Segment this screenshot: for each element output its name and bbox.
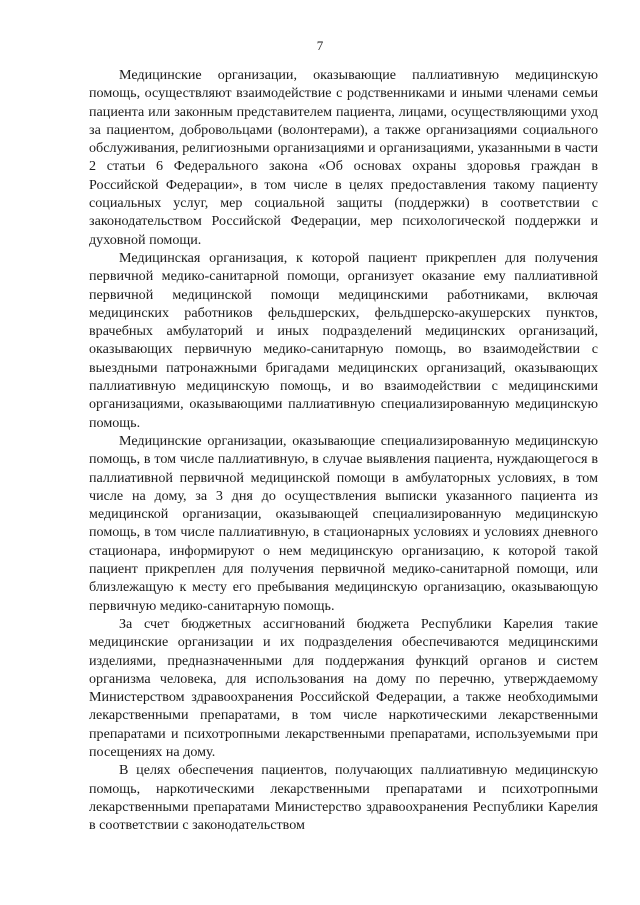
paragraph-primary-care-organization: Медицинская организация, к которой пациент прикреплен для получения первичной медико-санитарной помощи, организует оказание ему паллиативной первичной медицинской помощи медицинскими работниками, включая медицинских работников фельдшерских, фельдшерско-акушерских пунктов, врачебных амбулаторий и иных подразделений медицинских организаций, оказывающих первичную медико-санитарную помощь, во взаимодействии с выездными патронажными бригадами медицинских организаций, оказывающих паллиативную медицинскую помощь, и во взаимодействии с медицинскими организациями, оказывающими паллиативную специализированную медицинскую помощь. [89, 249, 598, 431]
paragraph-budget-funding: За счет бюджетных ассигнований бюджета Республики Карелия такие медицинские организации и их подразделения обеспечиваются медицинскими изделиями, предназначенными для поддержания функций органов и систем организма человека, для использования на дому по перечню, утверждаемому Министерством здравоохранения Российской Федерации, а также необходимыми лекарственными препаратами, в том числе наркотическими лекарственными препаратами и психотропными лекарственными препаратами, используемыми при посещениях на дому. [89, 615, 598, 760]
paragraph-interaction-with-relatives: Медицинские организации, оказывающие паллиативную медицинскую помощь, осуществляют взаимодействие с родственниками и иными членами семьи пациента или законным представителем пациента, лицами, осуществляющими уход за пациентом, добровольцами (волонтерами), а также организациями социального обслуживания, религиозными организациями и организациями, указанными в части 2 статьи 6 Федерального закона «Об основах охраны здоровья граждан в Российской Федерации», в том числе в целях предоставления такому пациенту социальных услуг, мер социальной защиты (поддержки) в соответствии с законодательством Российской Федерации, мер психологической поддержки и духовной помощи. [89, 67, 598, 248]
paragraph-specialized-care-notification: Медицинские организации, оказывающие специализированную медицинскую помощь, в том числе паллиативную, в случае выявления пациента, нуждающегося в паллиативной первичной медицинской помощи в амбулаторных условиях, в том числе на дому, за 3 дня до осуществления выписки указанного пациента из медицинской организации, оказывающей специализированную медицинскую помощь, в том числе паллиативную, в стационарных условиях и условиях дневного стационара, информируют о нем медицинскую организацию, к которой такой пациент прикреплен для получения первичной медико-санитарной помощи, или близлежащую к месту его пребывания медицинскую организацию, оказывающую первичную медико-санитарную помощь. [89, 432, 598, 614]
page-number: 7 [316, 38, 324, 53]
document-body [89, 66, 598, 834]
paragraph-narcotic-provision: В целях обеспечения пациентов, получающих паллиативную медицинскую помощь, наркотическими лекарственными препаратами и психотропными лекарственными препаратами Министерство здравоохранения Республики Карелия в соответствии с законодательством [89, 762, 598, 834]
